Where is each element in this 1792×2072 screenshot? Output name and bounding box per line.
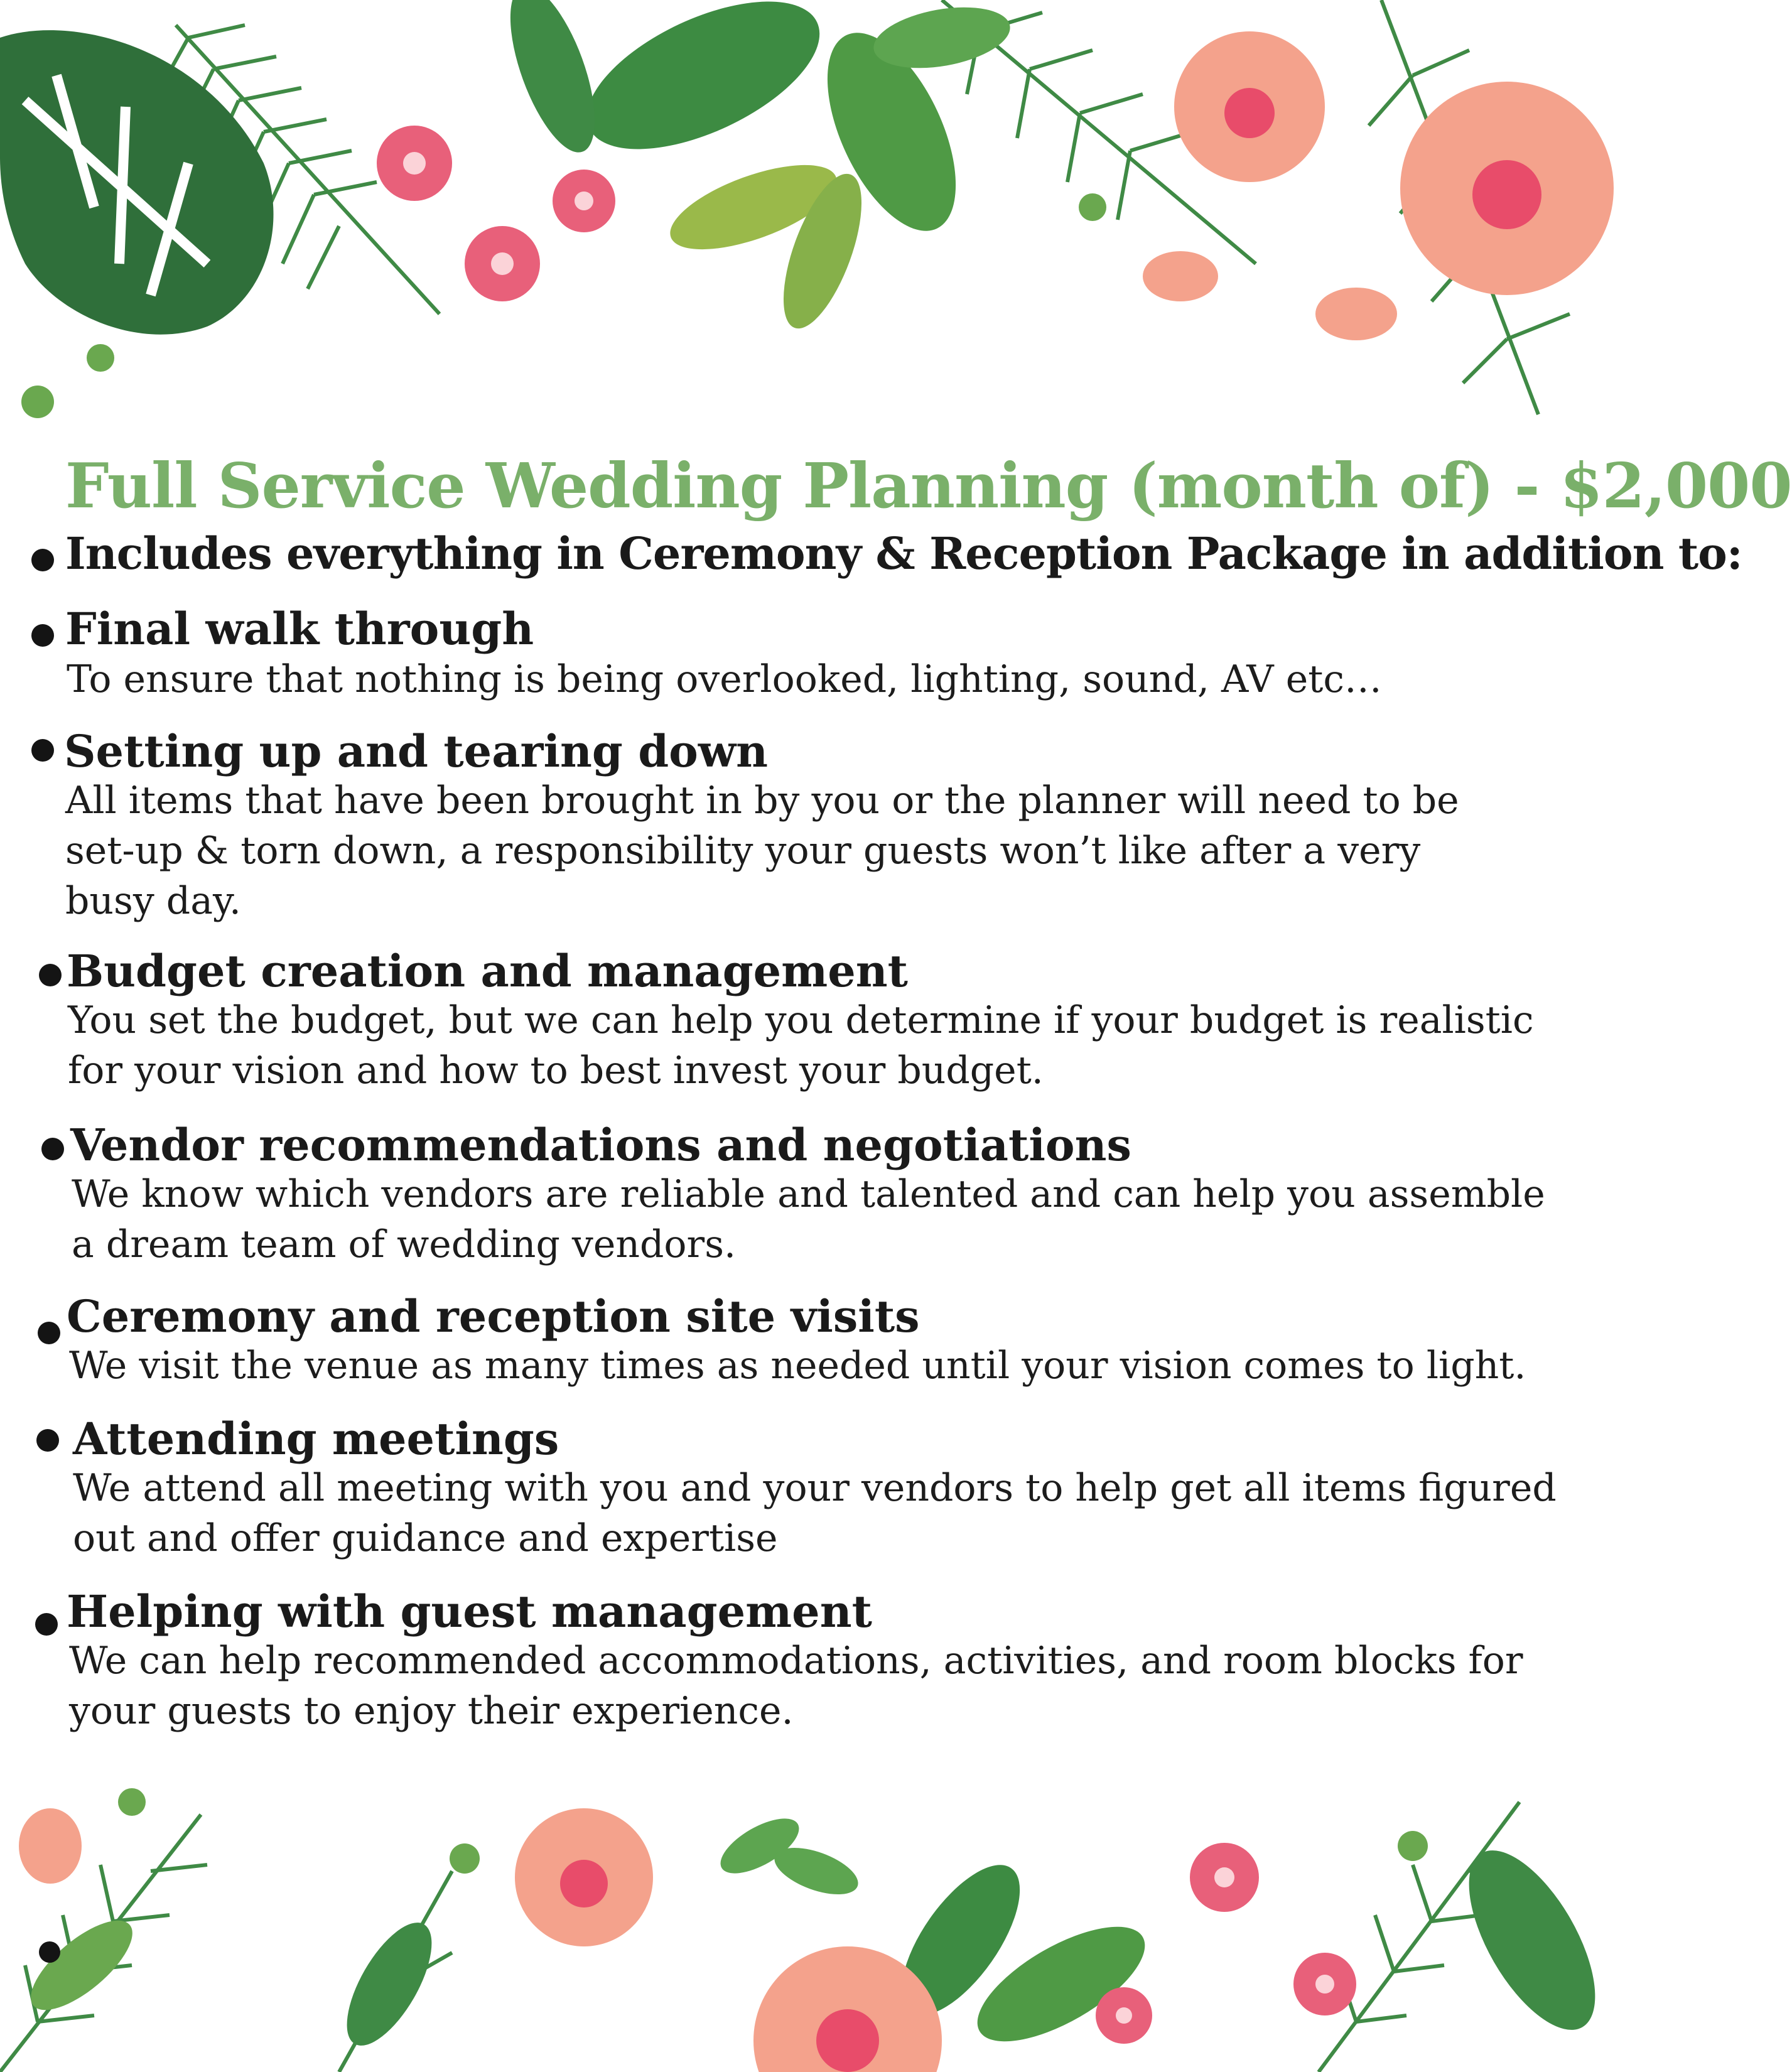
description-line: We attend all meeting with you and your vendors to help get all items figured [73, 1466, 1557, 1510]
item-description [65, 775, 1572, 926]
description-line: out and offer guidance and expertise [73, 1516, 778, 1560]
item-description [73, 1463, 1580, 1563]
bullet-icon [36, 1429, 59, 1452]
description-line: set-up & torn down, a responsibility your guests won’t like after a very [65, 829, 1421, 873]
item-heading: Setting up and tearing down [64, 725, 769, 777]
bullet-icon [35, 1613, 58, 1636]
tropical-floral-border-icon [0, 0, 1601, 452]
list-item-budget [25, 945, 1557, 1102]
bullet-icon [31, 739, 54, 762]
description-line: busy day. [65, 879, 241, 923]
description-line: All items that have been brought in by you or the planner will need to be [65, 779, 1459, 823]
bottom-floral-border [0, 1777, 1601, 2072]
item-heading: Vendor recommendations and negotiations [70, 1119, 1131, 1171]
list-item-final-walk-through [25, 603, 1557, 710]
description-line: your guests to enjoy their experience. [69, 1689, 794, 1733]
item-heading: Attending meetings [73, 1413, 559, 1465]
bullet-icon [31, 549, 54, 571]
tropical-floral-border-icon [0, 1777, 1601, 2072]
description-line: a dream team of wedding vendors. [72, 1222, 737, 1266]
item-heading: Ceremony and reception site visits [67, 1290, 920, 1342]
bullet-icon [38, 1322, 60, 1344]
description-line: for your vision and how to best invest your budget. [68, 1049, 1044, 1093]
list-item-guest-management [25, 1585, 1557, 1742]
description-line: To ensure that nothing is being overlooked, lighting, sound, AV etc… [67, 657, 1382, 701]
description-line: You set the budget, but we can help you determine if your budget is realistic [68, 998, 1534, 1042]
bullet-icon [39, 964, 62, 986]
item-heading: Helping with guest management [67, 1585, 872, 1638]
description-line: We can help recommended accommodations, activities, and room blocks for [69, 1639, 1523, 1683]
intro-bullet-item [25, 527, 1742, 584]
item-description [69, 1341, 1576, 1391]
bullet-icon [41, 1138, 64, 1160]
page-title: Full Service Wedding Planning (month of) - $2,000 [65, 450, 1792, 522]
top-floral-border [0, 0, 1601, 452]
list-item-setting-up [25, 725, 1557, 932]
item-heading: Budget creation and management [67, 945, 909, 997]
item-description [68, 995, 1575, 1096]
bullet-icon [39, 1941, 60, 1963]
description-line: We visit the venue as many times as needed until your vision comes to light. [69, 1344, 1526, 1388]
item-description [69, 1636, 1576, 1736]
bullet-icon [31, 624, 54, 647]
description-line: We know which vendors are reliable and talented and can help you assemble [72, 1172, 1545, 1216]
item-heading: Final walk through [65, 603, 534, 655]
list-item-vendors [25, 1119, 1557, 1276]
item-description [67, 654, 1573, 704]
list-item-meetings [25, 1413, 1557, 1570]
list-item-site-visits [25, 1290, 1557, 1403]
intro-text: Includes everything in Ceremony & Reception Package in addition to: [65, 527, 1742, 580]
item-description [72, 1169, 1579, 1270]
